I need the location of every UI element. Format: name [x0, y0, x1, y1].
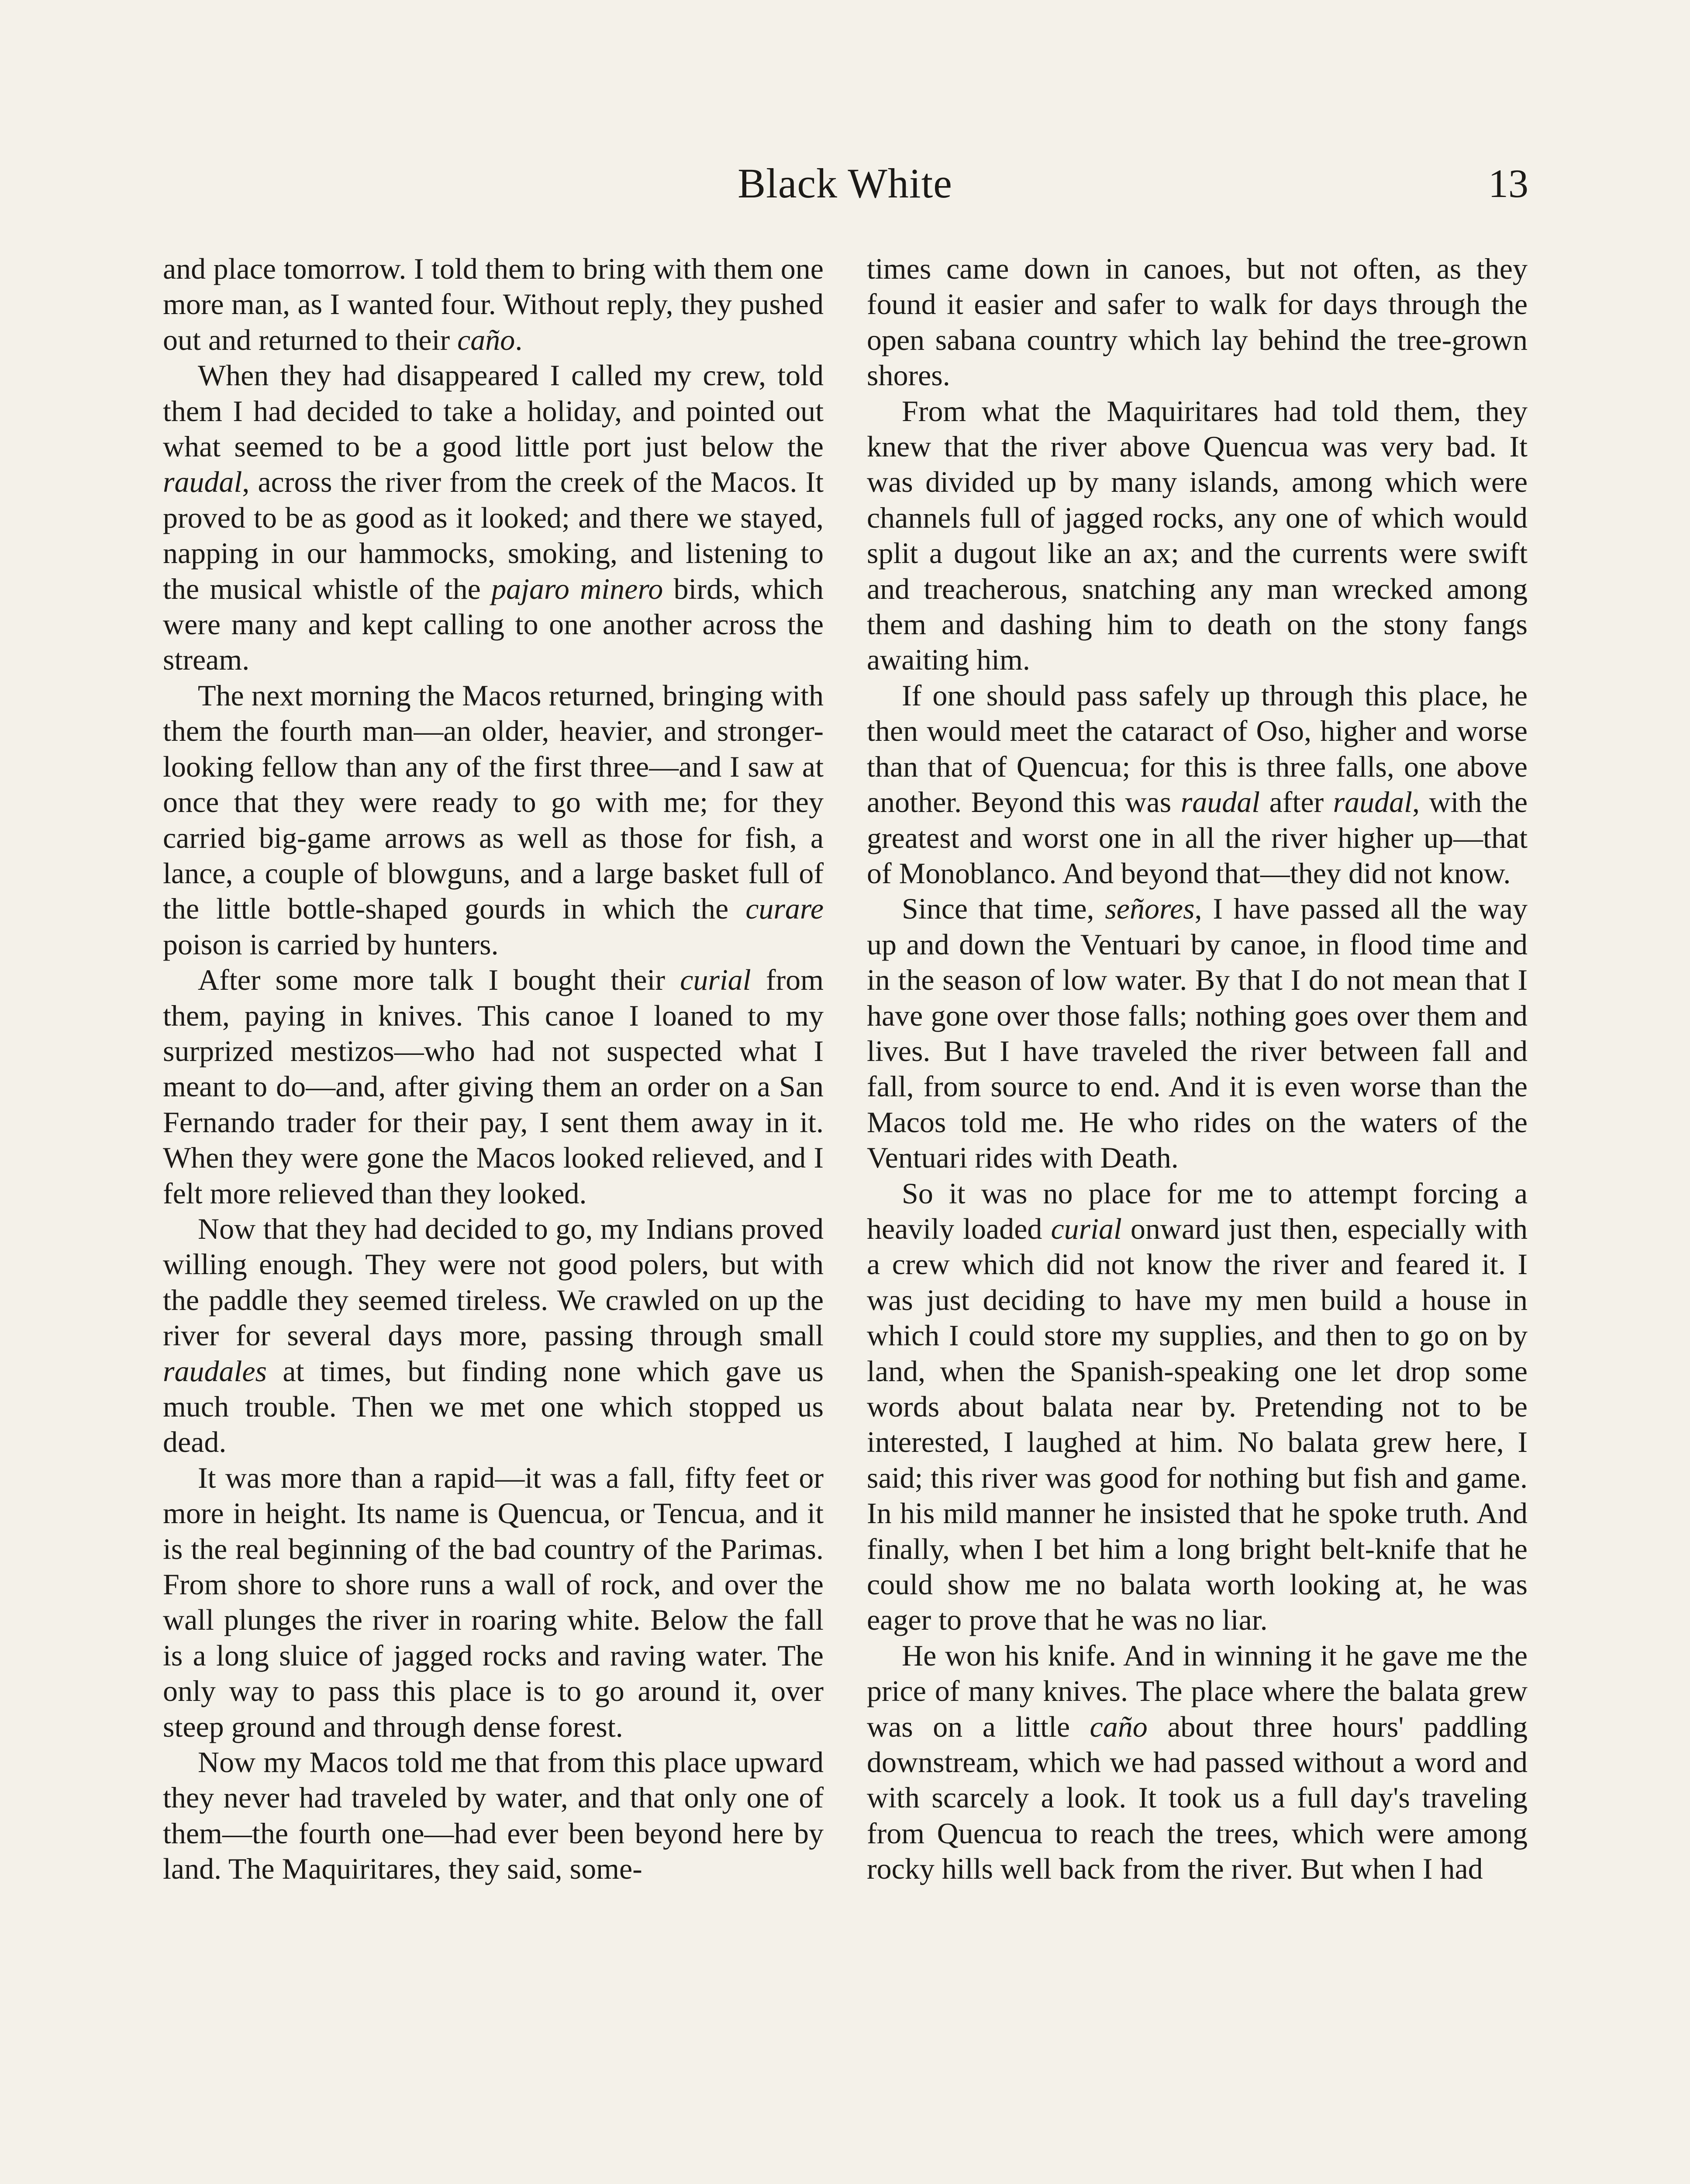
italic-term: pajaro minero — [491, 572, 663, 605]
text-run: Now that they had decided to go, my Indians proved willing enough. They were not good polers, but with the paddle they seemed tireless. We crawled on up the river for several days more, passing through small — [163, 1212, 824, 1352]
italic-term: curare — [745, 892, 824, 926]
italic-term: curial — [1051, 1212, 1122, 1245]
text-run: after — [1260, 785, 1333, 819]
paragraph — [867, 1638, 1528, 1887]
running-head — [0, 157, 1690, 210]
text-run: , with the greatest and worst one in all the river higher up—that of Monoblanco. And beyond that—they did not know. — [867, 785, 1528, 890]
italic-term: raudal — [1180, 785, 1260, 819]
text-run: So it was no place for me to attempt forcing a heavily loaded — [867, 1176, 1528, 1245]
text-run: onward just then, especially with a crew which did not know the river and feared it. I was just deciding to have my men build a house in which I could store my supplies, and then to go on by land, when the Spanish-speaking one let drop some words about balata near by. Pretending not to be interested, I laughed at him. No balata grew here, I said; this river was good for nothing but fish and game. In his mild manner he insisted that he spoke truth. And finally, when I bet him a long bright belt-knife that he could show me no balata worth looking at, he was eager to prove that he was no liar. — [867, 1212, 1528, 1637]
paragraph — [163, 1211, 824, 1460]
italic-term: caño — [1090, 1710, 1148, 1743]
paragraph: Now my Macos told me that from this place upward they never had traveled by water, and that only one of them—the fourth one—had ever been beyond here by land. The Maquiritares, they said, some- — [163, 1745, 824, 1886]
text-run: from them, paying in knives. This canoe I loaned to my surprized mestizos—who had not suspected what I meant to do—and, after giving them an order on a San Fernando trader for their pay, I sent them away in it. When they were gone the Macos looked relieved, and I felt more relieved than they looked. — [163, 963, 824, 1210]
text-run: If one should pass safely up through this place, he then would meet the cataract of Oso, higher and worse than that of Quencua; for this is three falls, one above another. Beyond this was — [867, 678, 1528, 819]
text-run: The next morning the Macos returned, bringing with them the fourth man—an older, heavier, and stronger-looking fellow than any of the first three—and I saw at once that they were ready to go with me; for they carried big-game arrows as well as those for fish, a lance, a couple of blowguns, and a large basket full of the little bottle-shaped gourds in which the — [163, 678, 824, 926]
left-column — [163, 251, 824, 1887]
running-title: Black White — [738, 160, 952, 207]
text-run: at times, but finding none which gave us much trouble. Then we met one which stopped us dead. — [163, 1354, 824, 1459]
text-run: After some more talk I bought their — [198, 963, 680, 997]
text-run: poison is carried by hunters. — [163, 927, 499, 961]
italic-term: caño — [457, 323, 515, 356]
paragraph: It was more than a rapid—it was a fall, fifty feet or more in height. Its name is Quencua, or Tencua, and it is the real beginning of the bad country of the Parimas. From shore to shore runs a wall of rock, and over the wall plunges the river in roaring white. Below the fall is a long sluice of jagged rocks and raving water. The only way to pass this place is to go around it, over steep ground and through dense forest. — [163, 1461, 824, 1743]
text-run: and place tomorrow. I told them to bring with them one more man, as I wanted four. Without reply, they pushed out and returned to their — [163, 252, 824, 356]
text-run: When they had disappeared I called my crew, told them I had decided to take a holiday, and pointed out what seemed to be a good little port just below the — [163, 359, 824, 463]
text-run: about three hours' paddling downstream, which we had passed without a word and with scarcely a look. It took us a full day's traveling from Quencua to reach the trees, which were among rocky hills well back from the river. But when I had — [867, 1710, 1528, 1886]
paragraph — [867, 891, 1528, 1175]
paragraph — [163, 678, 824, 962]
italic-term: raudal — [1333, 785, 1413, 819]
paragraph: From what the Maquiritares had told them, they knew that the river above Quencua was very bad. It was divided up by many islands, among which were channels full of jagged rocks, any one of which would split a dugout like an ax; and the currents were swift and treacherous, snatching any man wrecked among them and dashing him to death on the stony fangs awaiting him. — [867, 394, 1528, 677]
paragraph — [163, 251, 824, 358]
paragraph — [867, 1176, 1528, 1638]
paragraph — [163, 962, 824, 1211]
italic-term: raudal — [163, 465, 242, 499]
paragraph: times came down in canoes, but not often, as they found it easier and safer to walk for days through the open sabana country which lay behind the tree-grown shores. — [867, 252, 1528, 392]
italic-term: raudales — [163, 1354, 267, 1388]
paragraph — [867, 678, 1528, 891]
text-run: , across the river from the creek of the Macos. It proved to be as good as it looked; and there we stayed, napping in our hammocks, smoking, and listening to the musical whistle of the — [163, 465, 824, 605]
text-run: . — [515, 323, 523, 356]
text-run: He won his knife. And in winning it he gave me the price of many knives. The place where the balata grew was on a little — [867, 1638, 1528, 1743]
paragraph — [163, 358, 824, 678]
italic-term: señores — [1105, 892, 1195, 926]
text-run: Since that time, — [902, 892, 1105, 926]
right-column — [867, 251, 1528, 1887]
italic-term: curial — [680, 963, 751, 997]
text-run: , I have passed all the way up and down the Ventuari by canoe, in flood time and in the season of low water. By that I do not mean that I have gone over those falls; nothing goes over them and lives. But I have traveled the river between fall and fall, from source to end. And it is even worse than the Macos told me. He who rides on the waters of the Ventuari rides with Death. — [867, 892, 1528, 1175]
text-run: birds, which were many and kept calling to one another across the stream. — [163, 572, 824, 677]
page-number: 13 — [1488, 161, 1528, 206]
